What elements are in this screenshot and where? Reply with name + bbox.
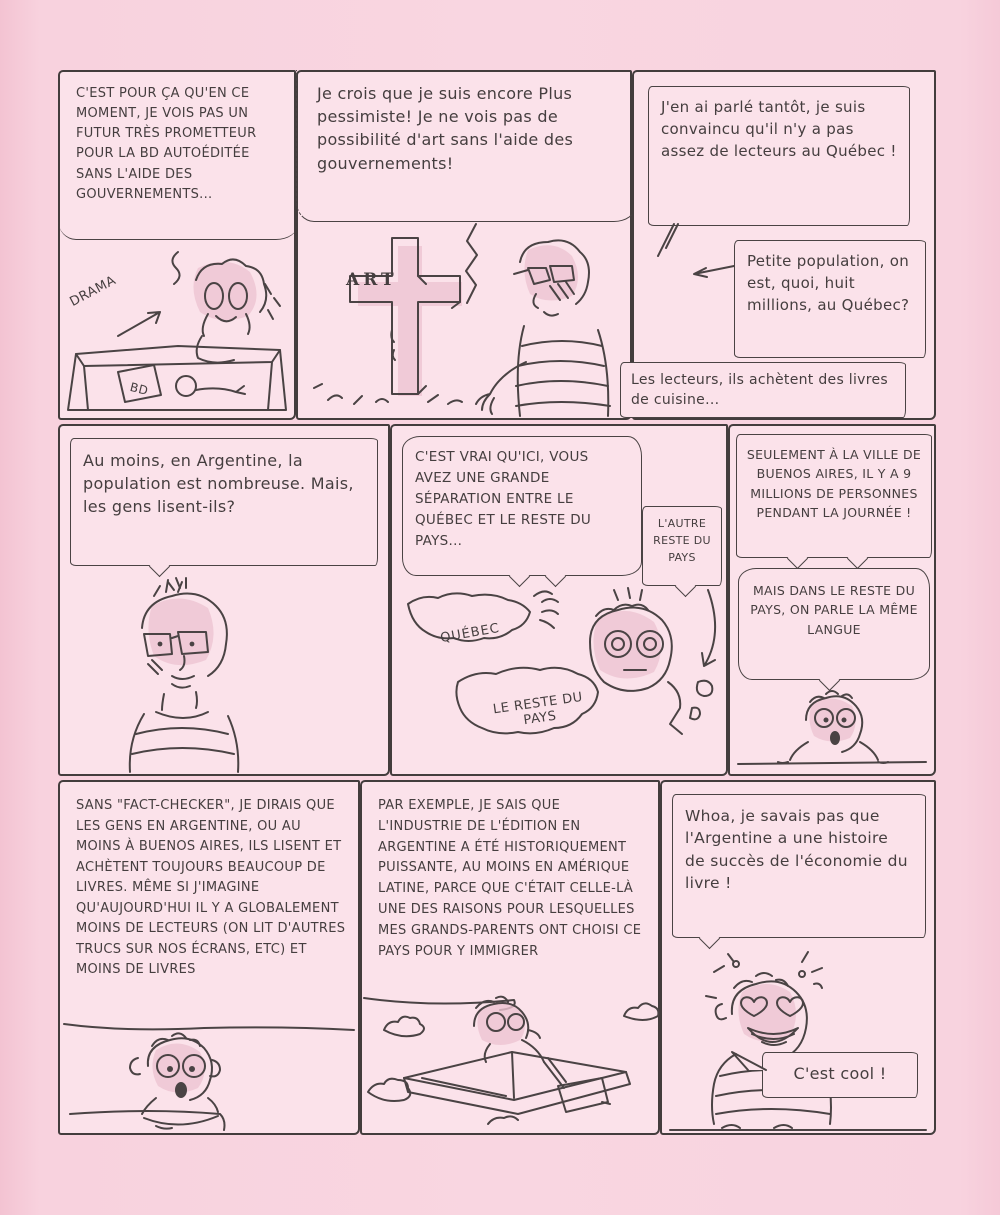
panel-5 (390, 424, 728, 776)
panel-6 (728, 424, 936, 776)
speech-text: SANS "FACT-CHECKER", JE DIRAIS QUE LES GENS EN ARGENTINE, OU AU MOINS À BUENOS AIRES, ILS LISENT ET ACHÈTENT TOUJOURS BEAUCOUP DE LIVRES. MÊME SI J'IMAGINE QU'AUJOURD'HUI IL Y A GLOBALEMENT MOINS DE LECTEURS (ON LIT D'AUTRES TRUCS SUR NOS ÉCRANS, ETC) ET MOINS DE LIVRES (76, 798, 346, 978)
speech-bubble: SEULEMENT À LA VILLE DE BUENOS AIRES, IL Y A 9 MILLIONS DE PERSONNES PENDANT LA JOURNÉE ! (736, 434, 932, 558)
speech-bubble: Je crois que je suis encore Plus pessimiste! Je ne vois pas de possibilité d'art sans l'aide des gouvernements! (296, 70, 636, 222)
panel-9 (660, 780, 936, 1135)
panel-1 (58, 70, 296, 420)
shocked-character-drawing (60, 1014, 358, 1134)
map-label-reste: LE RESTE DU PAYS (492, 689, 584, 729)
speech-bubble: C'est cool ! (762, 1052, 918, 1098)
panel-8 (360, 780, 660, 1135)
speech-bubble: Petite population, on est, quoi, huit millions, au Québec? (734, 240, 926, 358)
speech-bubble: J'en ai parlé tantôt, je suis convaincu qu'il n'y a pas assez de lecteurs au Québec ! (648, 86, 910, 226)
speech-bubble: C'EST POUR ÇA QU'EN CE MOMENT, JE VOIS PAS UN FUTUR TRÈS PROMETTEUR POUR LA BD AUTOÉDITÉE SANS L'AIDE DES GOUVERNEMENTS... (58, 70, 298, 240)
small-character-at-table-drawing (730, 684, 934, 774)
speech-bubble: Les lecteurs, ils achètent des livres de cuisine... (620, 362, 906, 418)
speech-bubble: L'AUTRE RESTE DU PAYS (642, 506, 722, 586)
crying-over-coffin-drawing (60, 250, 294, 418)
panel-2 (296, 70, 632, 420)
map-label-quebec: QUÉBEC (439, 620, 502, 647)
tombstone-art-label: ART (346, 270, 398, 290)
bubble-arrow-tail (686, 254, 736, 284)
panel-7 (58, 780, 360, 1135)
speech-bubble: Whoa, je savais pas que l'Argentine a une histoire de succès de l'économie du livre ! (672, 794, 926, 938)
worried-man-drawing (60, 572, 388, 774)
bubble-tail (724, 1050, 768, 1086)
torn-map-drawing (392, 586, 726, 772)
art-gravestone-drawing (298, 222, 630, 418)
writing-on-flying-book-drawing (362, 982, 658, 1134)
drama-label: DRAMA (67, 273, 119, 310)
speech-text: PAR EXEMPLE, JE SAIS QUE L'INDUSTRIE DE L'ÉDITION EN ARGENTINE A ÉTÉ HISTORIQUEMENT PUISSANTE, AU MOINS EN AMÉRIQUE LATINE, PARCE QUE C'ÉTAIT CELLE-LÀ UNE DES RAISONS POUR LESQUELLES MES GRANDS-PARENTS ONT CHOISI CE PAYS POUR Y IMMIGRER (378, 798, 642, 959)
book-bd-label: BD (128, 379, 150, 399)
panel-3 (632, 70, 936, 420)
panel-4 (58, 424, 390, 776)
speech-bubble: C'EST VRAI QU'ICI, VOUS AVEZ UNE GRANDE SÉPARATION ENTRE LE QUÉBEC ET LE RESTE DU PAYS... (402, 436, 642, 576)
speech-bubble: MAIS DANS LE RESTE DU PAYS, ON PARLE LA MÊME LANGUE (738, 568, 930, 680)
heart-eyes-character-drawing (662, 944, 934, 1134)
speech-bubble: Au moins, en Argentine, la population est nombreuse. Mais, les gens lisent-ils? (70, 438, 378, 566)
